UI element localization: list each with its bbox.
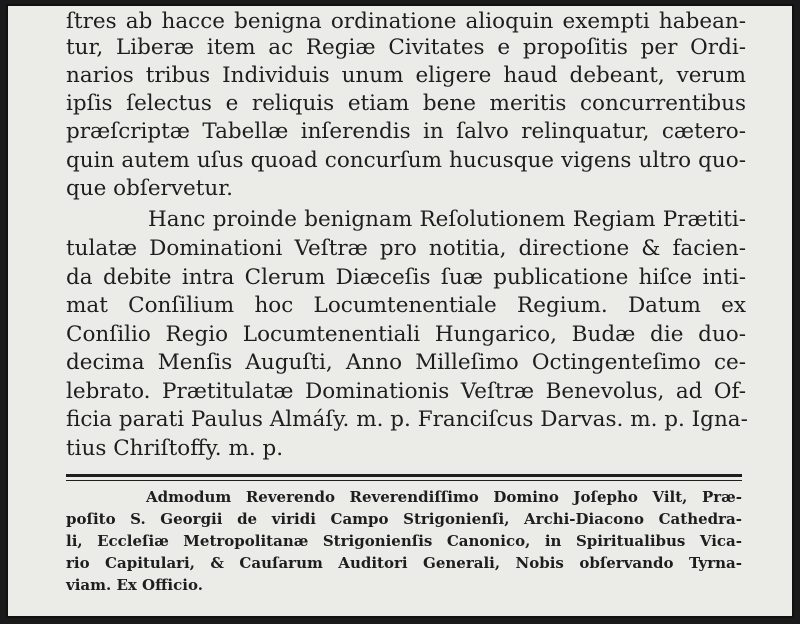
thick-rule bbox=[66, 474, 742, 477]
body-line: da debite intra Clerum Diæceſis ſuæ publicatione hiſce inti- bbox=[66, 265, 746, 290]
body-line: que obſervetur. bbox=[66, 176, 233, 201]
body-line: tur, Liberæ item ac Regiæ Civitates e propoſitis per Ordi- bbox=[66, 35, 746, 60]
address-line: poſito S. Georgii de viridi Campo Strigonienſi, Archi-Diacono Cathedra- bbox=[66, 510, 742, 528]
body-line: narios tribus Individuis unum eligere haud debeant, verum bbox=[66, 63, 746, 88]
body-line: Conſilio Regio Locumtenentiali Hungarico, Budæ die duo- bbox=[66, 322, 746, 347]
address-line: viam. Ex Officio. bbox=[66, 576, 203, 594]
address-line: Admodum Reverendo Reverendiſſimo Domino Joſepho Vilt, Præ- bbox=[146, 488, 742, 506]
document-page bbox=[6, 4, 794, 618]
body-line: mat Conſilium hoc Locumtenentiale Regium. Datum ex bbox=[66, 293, 746, 318]
address-line: li, Eccleſiæ Metropolitanæ Strigonienſis Canonico, in Spiritualibus Vica- bbox=[66, 532, 742, 550]
body-line: ipſis ſelectus e reliquis etiam bene meritis concurrentibus bbox=[66, 91, 746, 116]
body-line: tulatæ Dominationi Veſtræ pro notitia, directione & facien- bbox=[66, 236, 746, 261]
body-line: decima Menſis Auguſti, Anno Milleſimo Octingenteſimo ce- bbox=[66, 350, 746, 375]
body-line: ficia parati Paulus Almáſy. m. p. Franciſcus Darvas. m. p. Igna- bbox=[66, 407, 748, 432]
body-line: præſcriptæ Tabellæ inſerendis in ſalvo relinquatur, cætero- bbox=[66, 119, 746, 144]
address-line: rio Capitulari, & Cauſarum Auditori Generali, Nobis obſervando Tyrna- bbox=[66, 554, 742, 572]
body-line: quin autem uſus quoad concurſum hucusque vigens ultro quo- bbox=[66, 148, 746, 173]
thin-rule bbox=[66, 480, 742, 481]
body-line: tius Chriſtoffy. m. p. bbox=[66, 436, 284, 461]
body-line: Hanc proinde benignam Reſolutionem Regiam Prætiti- bbox=[148, 207, 746, 232]
body-line: ſtres ab hacce benigna ordinatione alioquin exempti habean- bbox=[66, 9, 746, 34]
body-line: lebrato. Prætitulatæ Dominationis Veſtræ Benevolus, ad Of- bbox=[66, 379, 746, 404]
